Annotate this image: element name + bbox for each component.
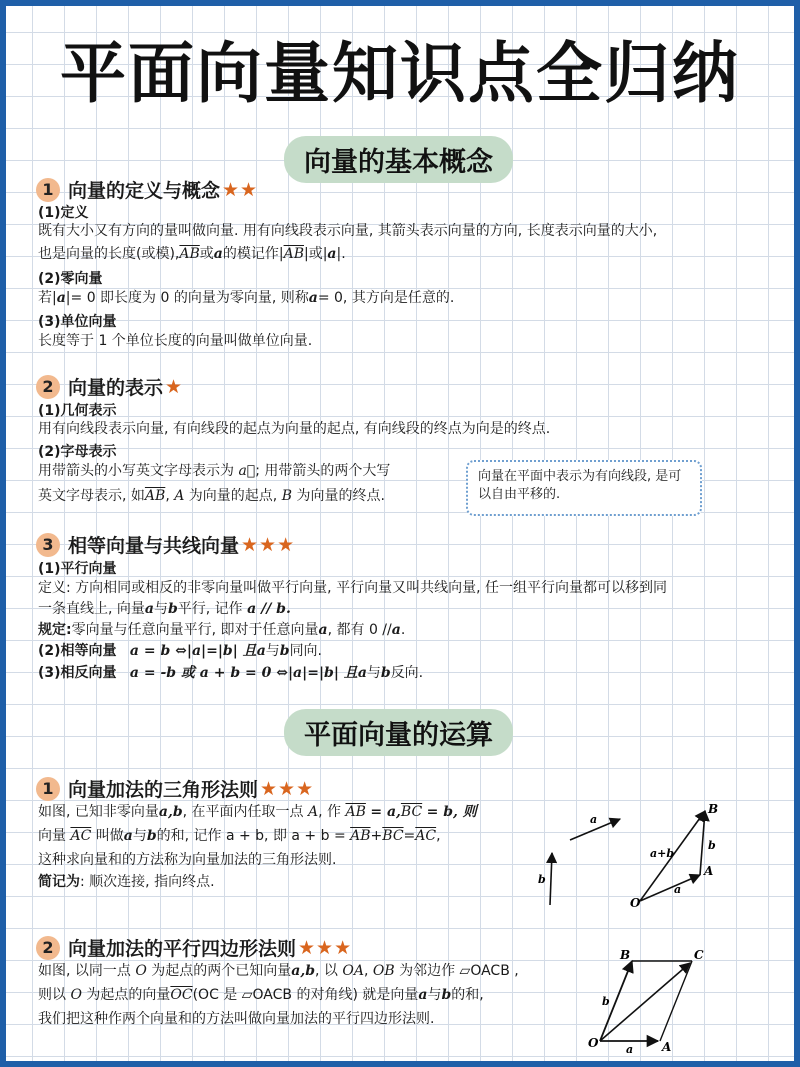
label-a: a: [626, 1043, 634, 1055]
note-box: 向量在平面中表示为有向线段, 是可以自由平移的.: [466, 460, 702, 516]
section-number: 1: [36, 178, 60, 202]
equal-vector-text: (2)相等向量 a = b ⇔|a|=|b| 且a与b同向.: [38, 643, 323, 659]
label-A: A: [704, 864, 714, 878]
section-definition-heading: [36, 176, 258, 203]
label-b: b: [602, 995, 610, 1008]
parallelogram-line3: 我们把这种作两个向量和的方法叫做向量加法的平行四边形法则.: [38, 1011, 435, 1027]
label-C: C: [694, 948, 704, 962]
triangle-line2: 向量 $\overline{AC}$ 叫做a与b的和, 记作 a + b, 即 $a + b = \overline{AB}+\overline{BC}=\overline{AC}$,: [38, 828, 441, 844]
label-a: a: [590, 813, 598, 826]
sub-zero-vector: (2)零向量: [38, 271, 103, 287]
page-title: 平面向量知识点全归纳: [60, 35, 740, 112]
letter-text-line2: 英文字母表示, 如$\overline{AB}$, A 为向量的起点, B 为向量的终点.: [38, 488, 385, 504]
parallel-line1: 定义: 方向相同或相反的非零向量叫做平行向量, 平行向量又叫共线向量, 任一组平行向量都可以移到同: [38, 580, 667, 596]
star-rating-icon: ★★: [222, 178, 259, 201]
diagonal-OC: [600, 963, 690, 1041]
side-AC: [660, 961, 692, 1041]
vector-b-arrow: [550, 853, 552, 905]
parallel-rule: 规定:零向量与任意向量平行, 即对于任意向量a, 都有 0 //a.: [38, 622, 406, 638]
section-parallelogram-rule-heading: [36, 934, 352, 961]
section-title: 向量加法的三角形法则: [68, 779, 259, 801]
parallelogram-rule-figure: [580, 945, 720, 1055]
section-equal-collinear-heading: [36, 531, 295, 558]
section-title: 向量的定义与概念: [68, 180, 221, 202]
zero-vector-text: 若|a|= 0 即长度为 0 的向量为零向量, 则称a= 0, 其方向是任意的.: [38, 290, 455, 306]
unit-vector-text: 长度等于 1 个单位长度的向量叫做单位向量.: [38, 333, 313, 349]
label-a-tri: a: [674, 883, 682, 896]
geometric-text: 用有向线段表示向量, 有向线段的起点为向量的起点, 有向线段的终点为向是的终点.: [38, 421, 551, 437]
label-B: B: [620, 948, 631, 962]
label-A: A: [662, 1040, 672, 1054]
triangle-line1: 如图, 已知非零向量a,b, 在平面内任取一点 A, 作 $\overline{AB} = a,\overline{BC} = b$, 则: [38, 804, 477, 820]
section-triangle-rule-heading: [36, 775, 314, 802]
section-number: 2: [36, 375, 60, 399]
parallelogram-line2: 则以 O 为起点的向量$\overline{OC}(OC$ 是 ▱OACB 的对角线) 就是向量a与b的和,: [38, 987, 484, 1003]
parallelogram-line1: 如图, 以同一点 O 为起点的两个已知向量a,b, 以 OA, OB 为邻边作 ▱OACB ,: [38, 963, 519, 979]
section-number: 3: [36, 533, 60, 557]
star-rating-icon: ★★★: [241, 533, 296, 556]
sub-letter: (2)字母表示: [38, 444, 117, 460]
triangle-line4: 简记为: 顺次连接, 指向终点.: [38, 874, 215, 890]
triangle-line3: 这种求向量和的方法称为向量加法的三角形法则.: [38, 852, 337, 868]
sub-definition: (1)定义: [38, 205, 89, 221]
section-number: 2: [36, 936, 60, 960]
part1-heading: 向量的基本概念: [284, 136, 513, 183]
sub-geometric: (1)几何表示: [38, 403, 117, 419]
letter-text-line1: 用带箭头的小写英文字母表示为 a⃗; 用带箭头的两个大写: [38, 463, 391, 479]
label-apb: a+b: [650, 847, 675, 860]
label-b: b: [538, 873, 546, 886]
definition-line2: 也是向量的长度(或模)$,\overline{AB}$或a的模记作$|\overline{AB}|$或|a|.: [38, 246, 346, 262]
opposite-vector-text: (3)相反向量 a = -b 或 a + b = 0 ⇔|a|=|b| 且a与b反向.: [38, 665, 424, 681]
label-b-tri: b: [708, 839, 716, 852]
section-title: 向量的表示: [68, 377, 164, 399]
definition-line1: 既有大小又有方向的量叫做向量. 用有向线段表示向量, 其箭头表示向量的方向, 长度表示向量的大小,: [38, 223, 658, 239]
section-title: 向量加法的平行四边形法则: [68, 938, 297, 960]
triangle-rule-figure: [530, 795, 740, 920]
section-representation-heading: [36, 373, 183, 400]
sub-parallel: (1)平行向量: [38, 561, 117, 577]
part2-heading: 平面向量的运算: [284, 709, 513, 756]
label-B: B: [708, 802, 719, 816]
sub-unit-vector: (3)单位向量: [38, 314, 117, 330]
label-O: O: [588, 1036, 599, 1050]
star-rating-icon: ★★★: [260, 777, 315, 800]
section-number: 1: [36, 777, 60, 801]
star-rating-icon: ★: [165, 375, 184, 398]
label-O: O: [630, 896, 641, 910]
section-title: 相等向量与共线向量: [68, 535, 240, 557]
star-rating-icon: ★★★: [298, 936, 353, 959]
parallel-line2: 一条直线上, 向量a与b平行, 记作 a // b.: [38, 601, 291, 617]
